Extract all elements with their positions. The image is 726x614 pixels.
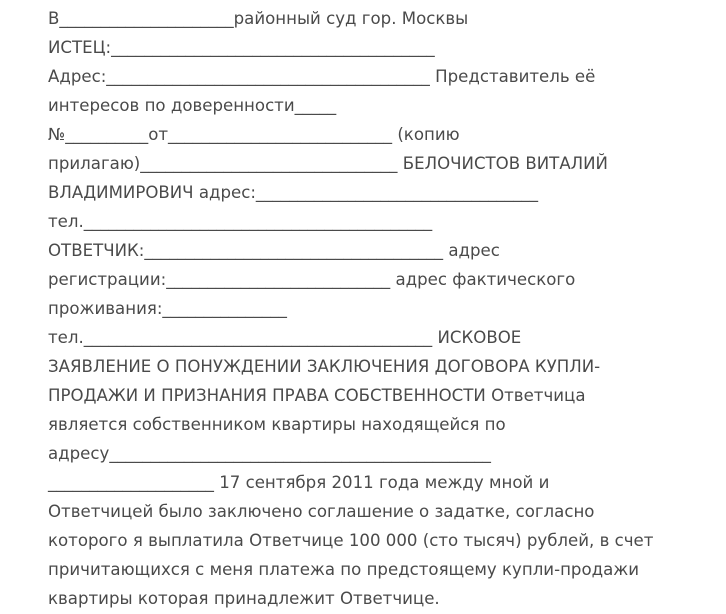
court-line: В_____________________районный суд гор. Москвы xyxy=(48,9,469,28)
claim-body-line: причитающихся с меня платежа по предстоящему купли-продажи xyxy=(48,560,639,579)
representative-phone-line: тел.__________________________________________ xyxy=(48,212,433,231)
claim-body-line: ____________________ 17 сентября 2011 года между мной и xyxy=(48,473,550,492)
defendant-phone-line: тел.__________________________________________ ИСКОВОЕ xyxy=(48,328,522,347)
defendant-residence-line: проживания:_______________ xyxy=(48,299,287,318)
plaintiff-address-line: Адрес:_______________________________________ Представитель её xyxy=(48,67,596,86)
power-of-attorney-line: интересов по доверенности_____ xyxy=(48,96,337,115)
claim-body-line: Ответчицей было заключено соглашение о задатке, согласно xyxy=(48,502,595,521)
attorney-number-line: №__________от___________________________ (копию xyxy=(48,125,460,144)
claim-title-line-2: ПРОДАЖИ И ПРИЗНАНИЯ ПРАВА СОБСТВЕННОСТИ Ответчица xyxy=(48,386,586,405)
claim-body-line: является собственником квартиры находящейся по xyxy=(48,415,506,434)
claim-body-line: которого я выплатила Ответчице 100 000 (сто тысяч) рублей, в счет xyxy=(48,531,654,550)
representative-address-line: ВЛАДИМИРОВИЧ адрес:__________________________________ xyxy=(48,183,539,202)
defendant-line: ОТВЕТЧИК:____________________________________ адрес xyxy=(48,241,500,260)
plaintiff-line: ИСТЕЦ:_______________________________________ xyxy=(48,38,435,57)
representative-name-line: прилагаю)_______________________________ БЕЛОЧИСТОВ ВИТАЛИЙ xyxy=(48,154,608,173)
claim-body-line: квартиры которая принадлежит Ответчице. xyxy=(48,589,440,608)
claim-title-line-1: ЗАЯВЛЕНИЕ О ПОНУЖДЕНИИ ЗАКЛЮЧЕНИЯ ДОГОВОРА КУПЛИ- xyxy=(48,357,601,376)
claim-body-line: адресу______________________________________________ xyxy=(48,444,491,463)
defendant-registration-line: регистрации:___________________________ адрес фактического xyxy=(48,270,576,289)
document-body xyxy=(48,4,718,613)
